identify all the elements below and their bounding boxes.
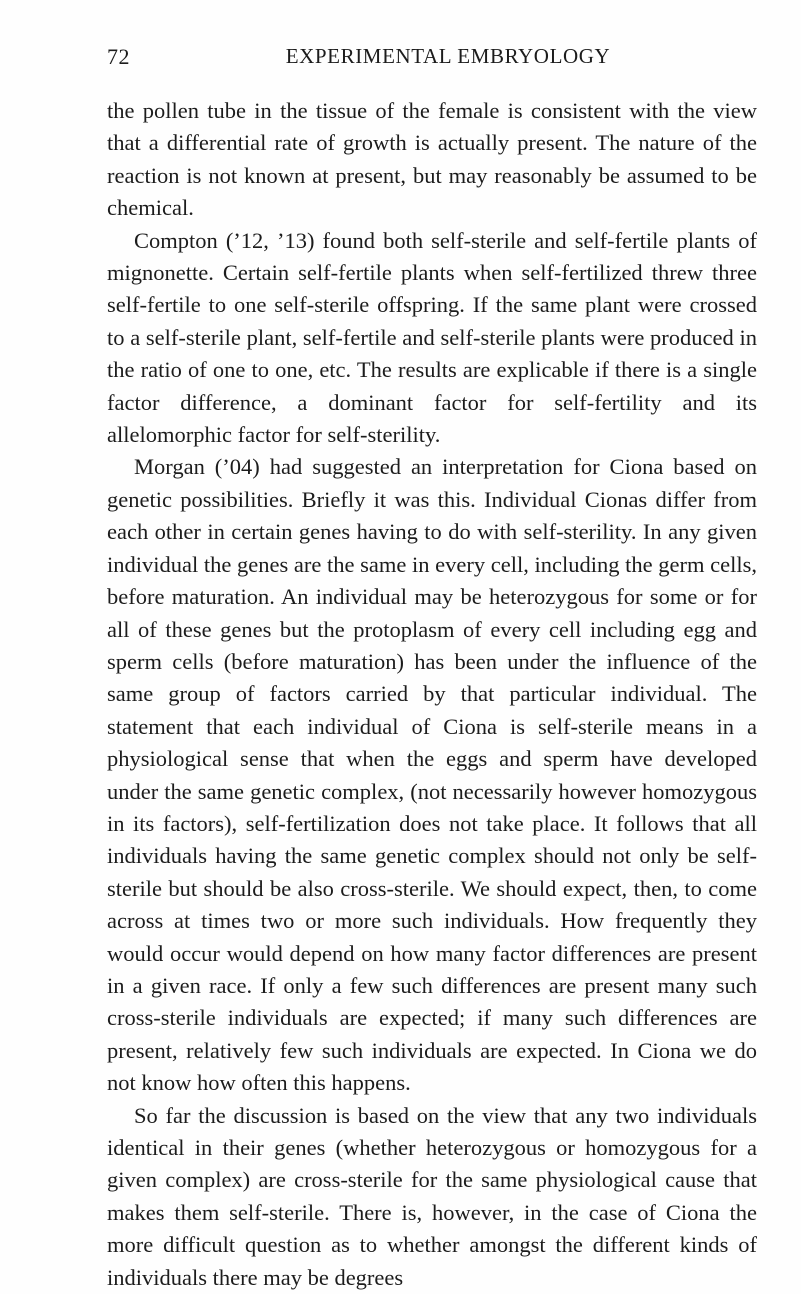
paragraph-1: the pollen tube in the tissue of the female is consistent with the view that a differential rate of growth is actually present. The nature of the reaction is not known at present, but may reasonably be assumed to be chemical. [107,98,757,221]
paragraph-2: Compton (’12, ’13) found both self-sterile and self-fertile plants of mignonette. Certain self-fertile plants when self-fertilized threw three self-fertile to one self-sterile offspring. If the same plant were crossed to a self-sterile plant, self-fertile and self-sterile plants were produced in the ratio of one to one, etc. The results are explicable if there is a single factor difference, a dominant factor for self-fertility and its allelomorphic factor for self-sterility. [107,227,757,448]
paragraph-4: So far the discussion is based on the view that any two individuals identical in their genes (whether heterozygous or homozygous for a given complex) are cross-sterile for the same physiological cause that makes them self-sterile. There is, however, in the case of Ciona the more difficult question as to whether amongst the different kinds of individuals there may be degrees [107,1102,757,1290]
paragraph-3: Morgan (’04) had suggested an interpretation for Ciona based on genetic possibilities. Briefly it was this. Individual Cionas differ from each other in certain genes having to do with self-sterility. In any given individual the genes are the same in every cell, including the germ cells, before maturation. An individual may be heterozygous for some or for all of these genes but the protoplasm of every cell including egg and sperm cells (before maturation) has been under the influence of the same group of factors carried by that particular individual. The statement that each individual of Ciona is self-sterile means in a physiological sense that when the eggs and sperm have developed under the same genetic complex, (not necessarily however homozygous in its factors), self-fertilization does not take place. It follows that all individuals having the same genetic complex should not only be self-sterile but should be also cross-sterile. We should expect, then, to come across at times two or more such individuals. How frequently they would occur would depend on how many factor differences are present in a given race. If only a few such differences are present many such cross-sterile individuals are expected; if many such differences are present, relatively few such individuals are expected. In Ciona we do not know how often this happens. [107,454,757,1096]
page-header [107,44,757,74]
page-number: 72 [107,44,130,69]
body-text [107,95,757,1294]
running-head: EXPERIMENTAL EMBRYOLOGY [285,44,611,68]
